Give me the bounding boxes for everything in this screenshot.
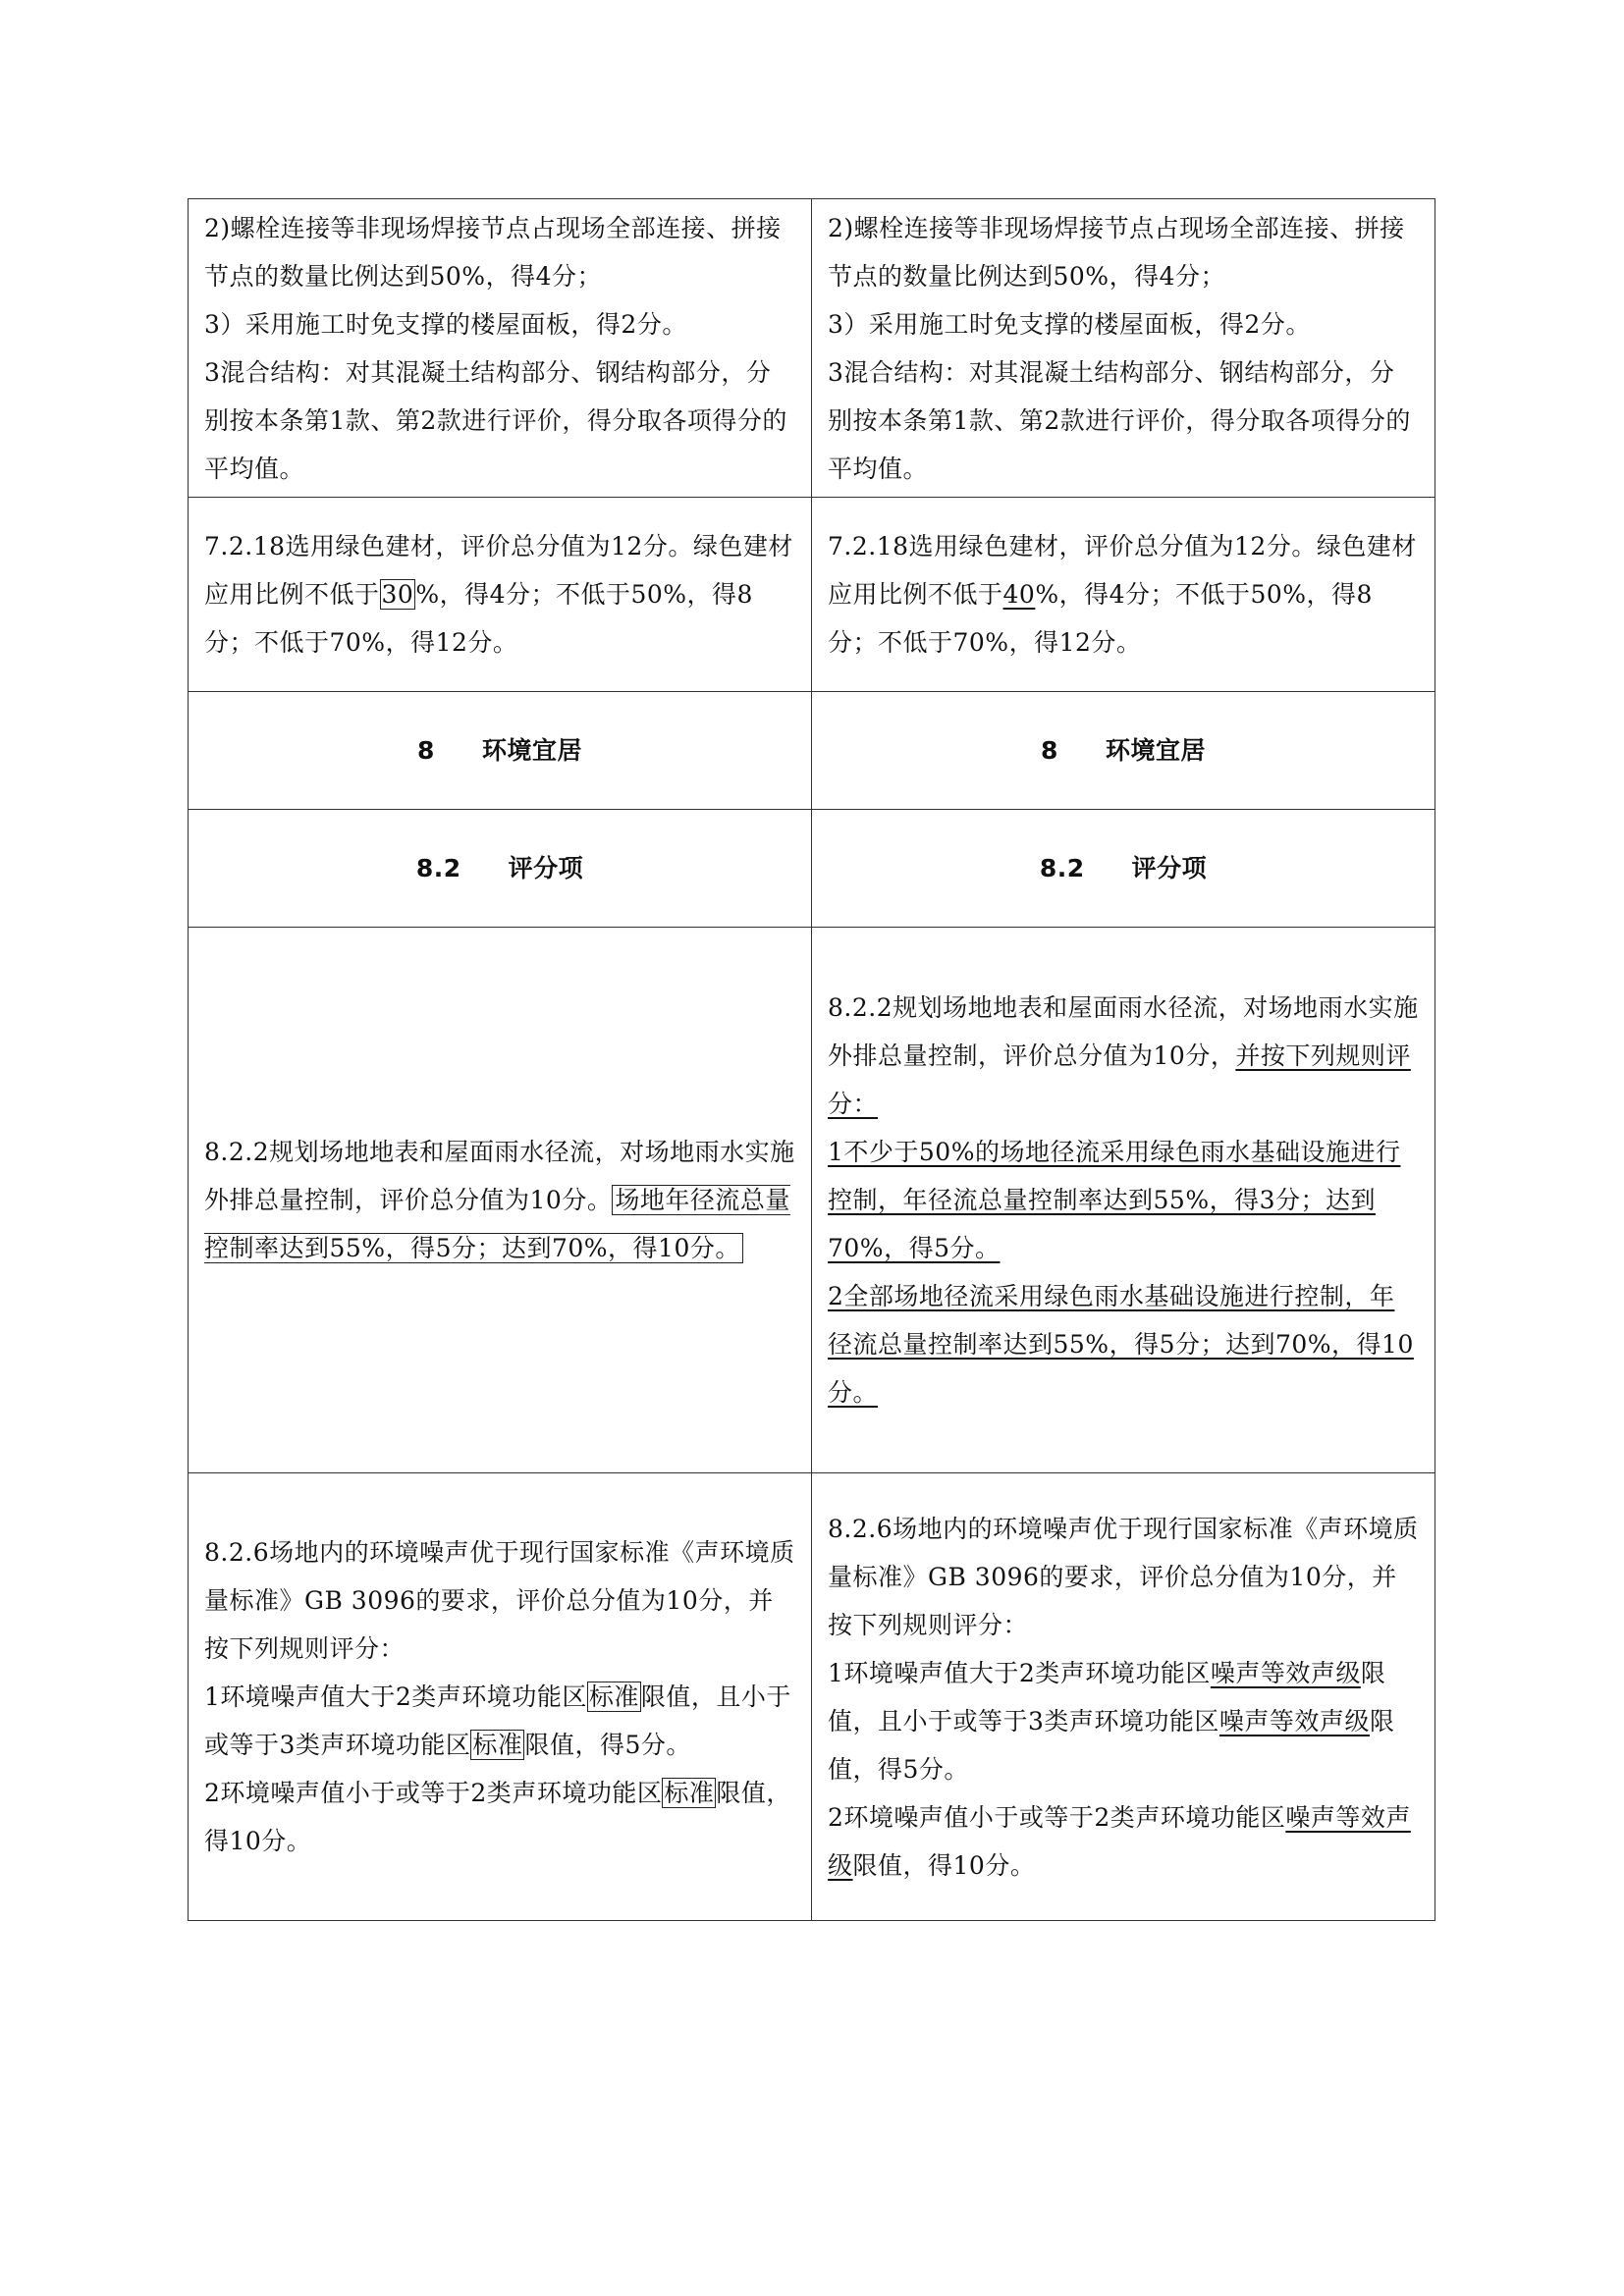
paragraph xyxy=(204,522,795,667)
text: 限值，且小于或等于3类声环境功能区 xyxy=(828,1658,1386,1735)
deleted-term-box: 标准 xyxy=(472,1731,523,1759)
deleted-term-box: 标准 xyxy=(664,1779,715,1807)
paragraph xyxy=(828,1649,1419,1793)
cell-original xyxy=(189,498,812,692)
inserted-term: 噪声等效声级 xyxy=(828,1802,1411,1880)
heading-number: 8 xyxy=(1041,736,1058,765)
paragraph: 3）采用施工时免支撑的楼屋面板，得2分。 xyxy=(204,309,687,339)
comparison-table xyxy=(188,198,1435,1921)
section-heading xyxy=(812,810,1435,928)
inserted-term: 噪声等效声级 xyxy=(1218,1706,1370,1735)
text: 7.2.18选用绿色建材，评价总分值为12分。绿色建材应用比例不低于 xyxy=(204,532,793,609)
text: 2环境噪声值小于或等于2类声环境功能区 xyxy=(204,1779,663,1807)
paragraph: 2)螺栓连接等非现场焊接节点占现场全部连接、拼接节点的数量比例达到50%，得4分； xyxy=(828,213,1405,291)
paragraph xyxy=(204,1128,795,1272)
cell-revised xyxy=(812,1473,1435,1921)
paragraph xyxy=(828,1793,1419,1890)
paragraph: 8.2.6场地内的环境噪声优于现行国家标准《声环境质量标准》GB 3096的要求，评价总分值为10分，并按下列规则评分： xyxy=(828,1514,1419,1639)
chapter-heading xyxy=(189,692,812,810)
inserted-term: 噪声等效声级 xyxy=(1210,1658,1361,1687)
table-row xyxy=(189,692,1435,810)
text: %，得4分；不低于50%，得8分；不低于70%，得12分。 xyxy=(828,580,1373,657)
text: 限值，且小于或等于3类声环境功能区 xyxy=(204,1682,791,1759)
table-row xyxy=(189,1473,1435,1921)
inserted-paragraph: 1不少于50%的场地径流采用绿色雨水基础设施进行控制，年径流总量控制率达到55%，得3分；达到70%，得5分。 xyxy=(828,1138,1401,1262)
heading-title: 评分项 xyxy=(1131,854,1208,882)
deleted-term-box: 标准 xyxy=(588,1682,639,1711)
text: 1环境噪声值大于2类声环境功能区 xyxy=(204,1682,587,1711)
text: %，得4分；不低于50%，得8分；不低于70%，得12分。 xyxy=(204,580,753,657)
inserted-value: 40 xyxy=(1002,580,1036,609)
heading-title: 评分项 xyxy=(508,854,584,882)
text: 7.2.18选用绿色建材，评价总分值为12分。绿色建材应用比例不低于 xyxy=(828,532,1417,609)
table-row xyxy=(189,498,1435,692)
cell-original xyxy=(189,928,812,1473)
text: 限值，得5分。 xyxy=(524,1731,691,1759)
paragraph: 2)螺栓连接等非现场焊接节点占现场全部连接、拼接节点的数量比例达到50%，得4分； xyxy=(204,213,782,291)
paragraph xyxy=(204,1673,795,1769)
text: 限值，得5分。 xyxy=(828,1706,1395,1784)
text: 8.2.2规划场地地表和屋面雨水径流，对场地雨水实施外排总量控制，评价总分值为10分， xyxy=(828,993,1419,1070)
text: 1环境噪声值大于2类声环境功能区 xyxy=(828,1658,1211,1687)
paragraph: 3混合结构：对其混凝土结构部分、钢结构部分，分别按本条第1款、第2款进行评价，得分取各项得分的平均值。 xyxy=(204,357,787,483)
heading-number: 8 xyxy=(417,736,435,765)
text: 2环境噪声值小于或等于2类声环境功能区 xyxy=(828,1802,1286,1832)
paragraph: 8.2.6场地内的环境噪声优于现行国家标准《声环境质量标准》GB 3096的要求，评价总分值为10分，并按下列规则评分： xyxy=(204,1538,795,1663)
heading-title: 环境宜居 xyxy=(481,736,582,765)
table-row xyxy=(189,199,1435,498)
cell-revised xyxy=(812,498,1435,692)
deleted-text-box: 场地年径流总量控制率达到55%，得5分；达到70%，得10分。 xyxy=(204,1186,790,1262)
table-row xyxy=(189,928,1435,1473)
cell-revised xyxy=(812,928,1435,1473)
inserted-text: 并按下列规则评分： xyxy=(828,1041,1411,1118)
chapter-heading xyxy=(812,692,1435,810)
section-heading xyxy=(189,810,812,928)
cell-revised xyxy=(812,199,1435,498)
paragraph: 3）采用施工时免支撑的楼屋面板，得2分。 xyxy=(828,309,1311,339)
cell-original xyxy=(189,1473,812,1921)
heading-number: 8.2 xyxy=(1039,854,1085,882)
text: 8.2.2规划场地地表和屋面雨水径流，对场地雨水实施外排总量控制，评价总分值为10分。 xyxy=(204,1138,795,1214)
text: 限值，得10分。 xyxy=(852,1850,1036,1880)
paragraph xyxy=(828,522,1419,667)
deleted-value-box: 30 xyxy=(381,580,414,609)
heading-number: 8.2 xyxy=(415,854,461,882)
paragraph xyxy=(204,1769,795,1865)
text: 限值，得10分。 xyxy=(204,1779,791,1855)
paragraph xyxy=(828,984,1419,1128)
table-row xyxy=(189,810,1435,928)
cell-original xyxy=(189,199,812,498)
paragraph: 3混合结构：对其混凝土结构部分、钢结构部分，分别按本条第1款、第2款进行评价，得分取各项得分的平均值。 xyxy=(828,357,1411,483)
inserted-paragraph: 2全部场地径流采用绿色雨水基础设施进行控制，年径流总量控制率达到55%，得5分；达到70%，得10分。 xyxy=(828,1282,1414,1407)
heading-title: 环境宜居 xyxy=(1105,736,1206,765)
